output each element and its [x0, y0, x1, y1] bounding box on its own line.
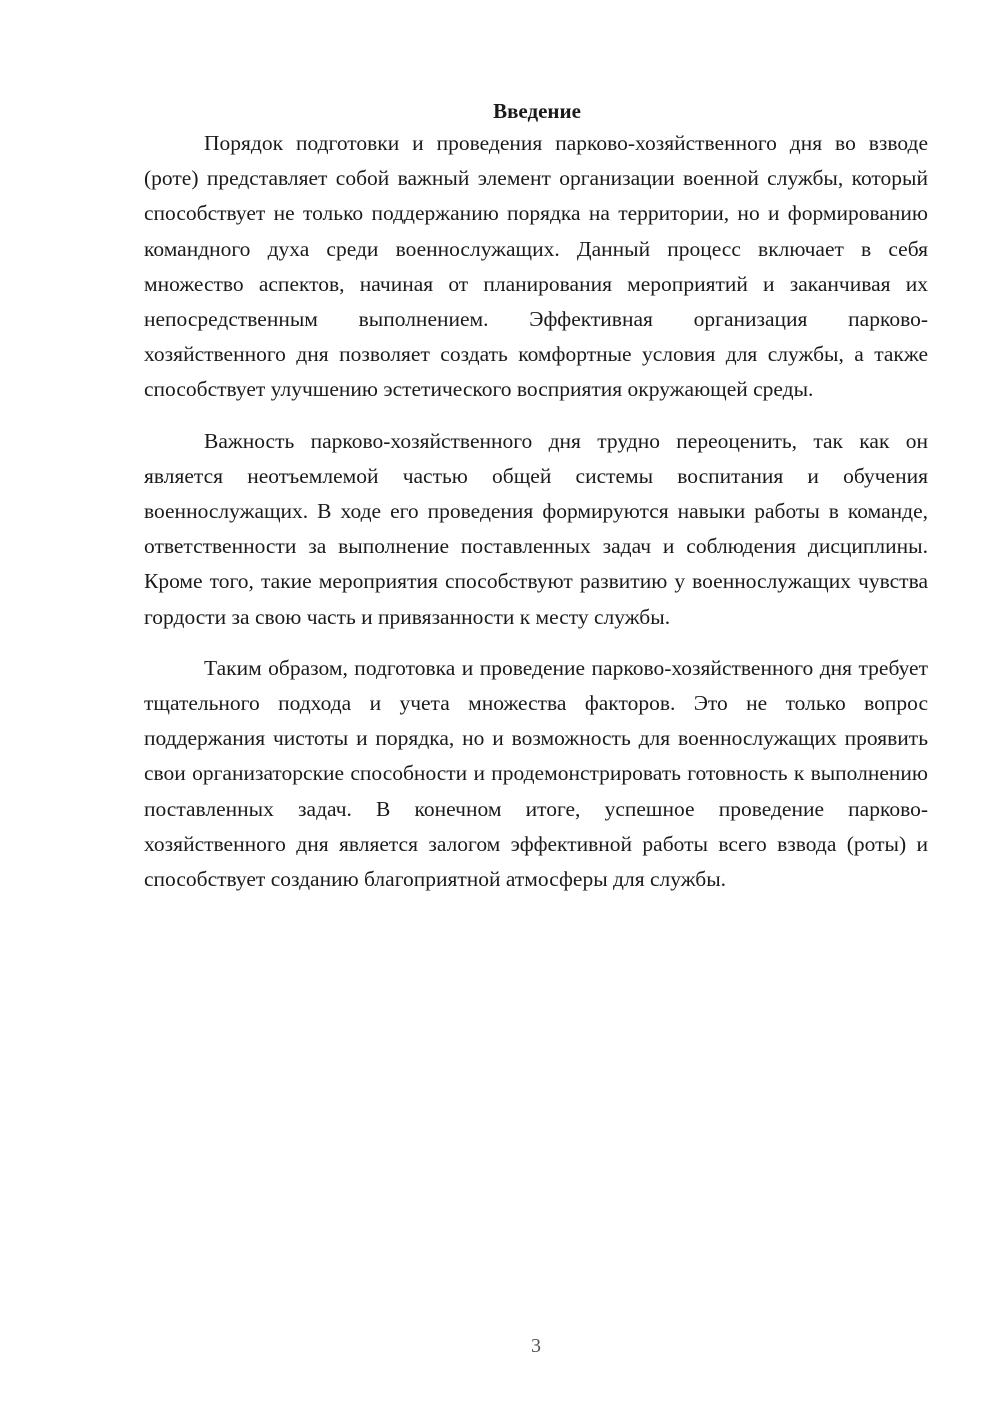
paragraph-3: Таким образом, подготовка и проведение парково-хозяйственного дня требует тщательного подхода и учета множества факторов. Это не только вопрос поддержания чистоты и порядка, но и возможность для военнослужащих проявить свои организаторские способности и продемонстрировать готовность к выполнению поставленных задач. В конечном итоге, успешное проведение парково-хозяйственного дня является залогом эффективной работы всего взвода (роты) и способствует созданию благоприятной атмосферы для службы. [144, 655, 928, 892]
paragraph-2: Важность парково-хозяйственного дня трудно переоценить, так как он является неотъемлемой частью общей системы воспитания и обучения военнослужащих. В ходе его проведения формируются навыки работы в команде, ответственности за выполнение поставленных задач и соблюдения дисциплины. Кроме того, такие мероприятия способствуют развитию у военнослужащих чувства гордости за свою часть и привязанности к месту службы. [144, 428, 928, 629]
section-title: Введение [493, 99, 581, 123]
paragraph-1: Порядок подготовки и проведения парково-хозяйственного дня во взводе (роте) представляет собой важный элемент организации военной службы, который способствует не только поддержанию порядка на территории, но и формированию командного духа среди военнослужащих. Данный процесс включает в себя множество аспектов, начиная от планирования мероприятий и заканчивая их непосредственным выполнением. Эффективная организация парково-хозяйственного дня позволяет создать комфортные условия для службы, а также способствует улучшению эстетического восприятия окружающей среды. [144, 131, 928, 402]
page-content [144, 96, 928, 897]
page-number: 3 [531, 1335, 541, 1357]
